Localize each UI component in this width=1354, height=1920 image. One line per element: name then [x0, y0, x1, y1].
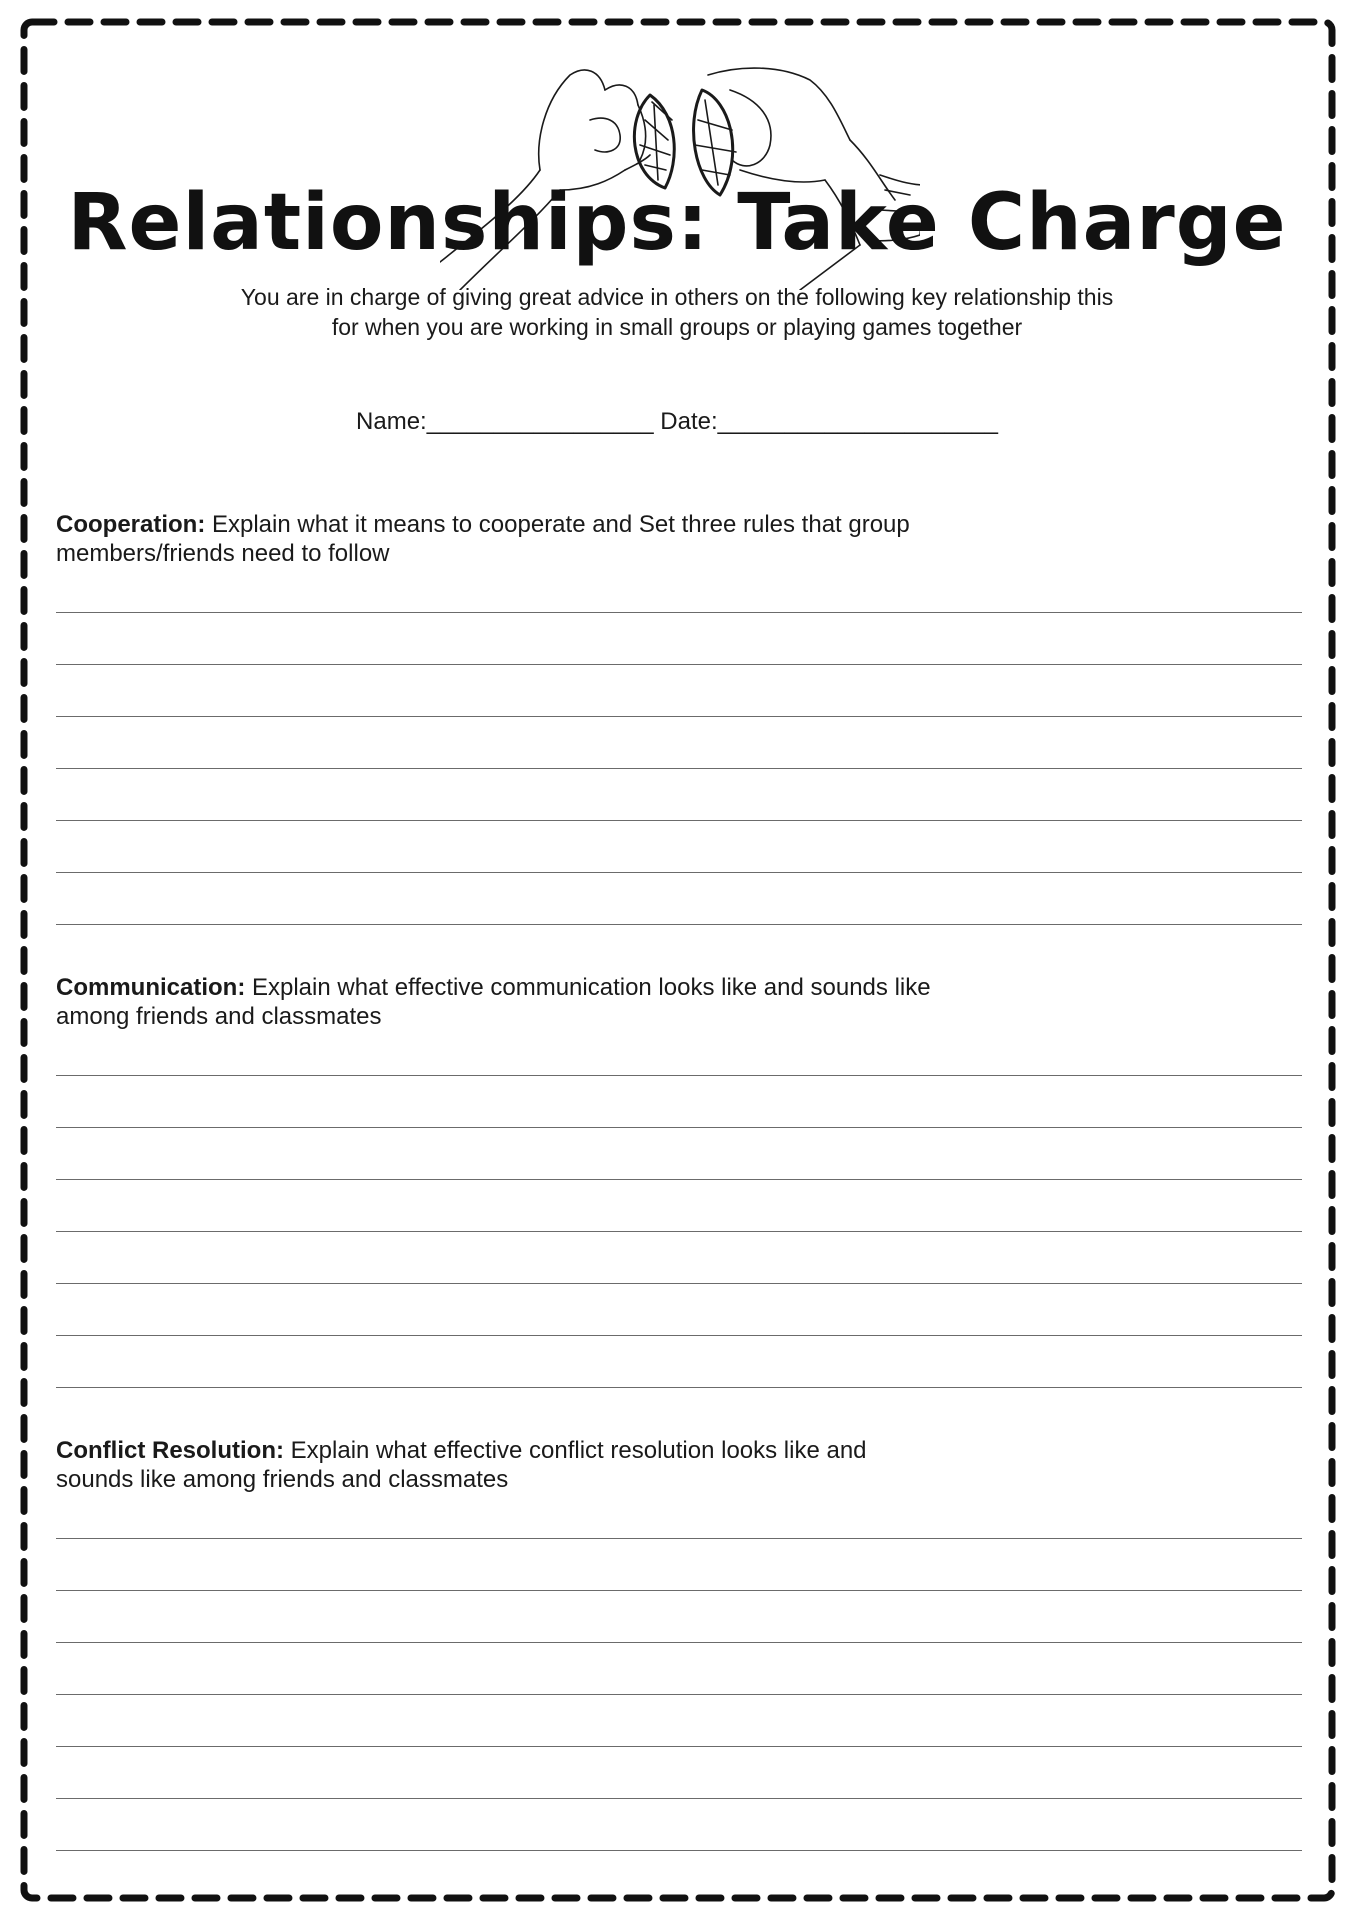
conflict-resolution-prompt-text-1: Explain what effective conflict resolution looks like and: [283, 1437, 867, 1464]
conflict-resolution-prompt-line-1: [56, 1436, 1056, 1465]
conflict-resolution-heading: Conflict Resolution:: [56, 1437, 284, 1464]
answer-line[interactable]: [56, 1387, 1302, 1388]
answer-line[interactable]: [56, 664, 1302, 665]
cooperation-prompt: [56, 510, 1056, 568]
conflict-resolution-answer-area[interactable]: [56, 1538, 1302, 1902]
answer-line[interactable]: [56, 1335, 1302, 1336]
name-blank[interactable]: _________________: [426, 408, 654, 435]
answer-line[interactable]: [56, 1746, 1302, 1747]
answer-line[interactable]: [56, 1850, 1302, 1851]
answer-line[interactable]: [56, 820, 1302, 821]
answer-line[interactable]: [56, 1231, 1302, 1232]
answer-line[interactable]: [56, 1694, 1302, 1695]
communication-heading: Communication:: [56, 974, 246, 1001]
communication-prompt-text-2: among friends and classmates: [56, 1003, 382, 1030]
conflict-resolution-prompt: [56, 1436, 1056, 1494]
answer-line[interactable]: [56, 924, 1302, 925]
answer-line[interactable]: [56, 1127, 1302, 1128]
worksheet-title: Relationships: Take Charge: [67, 178, 1287, 268]
instructions-line-1: You are in charge of giving great advice in others on the following key relationship this: [240, 284, 1114, 310]
answer-line[interactable]: [56, 1075, 1302, 1076]
cooperation-answer-area[interactable]: [56, 612, 1302, 976]
answer-line[interactable]: [56, 872, 1302, 873]
communication-prompt-text-1: Explain what effective communication looks like and sounds like: [245, 974, 931, 1001]
communication-answer-area[interactable]: [56, 1075, 1302, 1439]
name-date-row: [0, 408, 1354, 436]
answer-line[interactable]: [56, 612, 1302, 613]
answer-line[interactable]: [56, 1283, 1302, 1284]
communication-prompt-line-1: [56, 973, 1056, 1002]
cooperation-prompt-text-2: members/friends need to follow: [56, 540, 390, 567]
cooperation-prompt-line-1: [56, 510, 1056, 539]
answer-line[interactable]: [56, 1642, 1302, 1643]
answer-line[interactable]: [56, 716, 1302, 717]
date-blank[interactable]: _____________________: [717, 408, 998, 435]
answer-line[interactable]: [56, 1798, 1302, 1799]
answer-line[interactable]: [56, 768, 1302, 769]
conflict-resolution-prompt-text-2: sounds like among friends and classmates: [56, 1466, 509, 1493]
cooperation-heading: Cooperation:: [56, 511, 206, 538]
cooperation-prompt-text-1: Explain what it means to cooperate and Set three rules that group: [205, 511, 910, 538]
answer-line[interactable]: [56, 1179, 1302, 1180]
communication-prompt: [56, 973, 1056, 1031]
worksheet-instructions: [140, 282, 1214, 342]
instructions-line-2: for when you are working in small groups or playing games together: [331, 314, 1023, 340]
name-label: Name:: [356, 408, 427, 435]
answer-line[interactable]: [56, 1538, 1302, 1539]
answer-line[interactable]: [56, 1590, 1302, 1591]
date-label: Date:: [660, 408, 718, 435]
